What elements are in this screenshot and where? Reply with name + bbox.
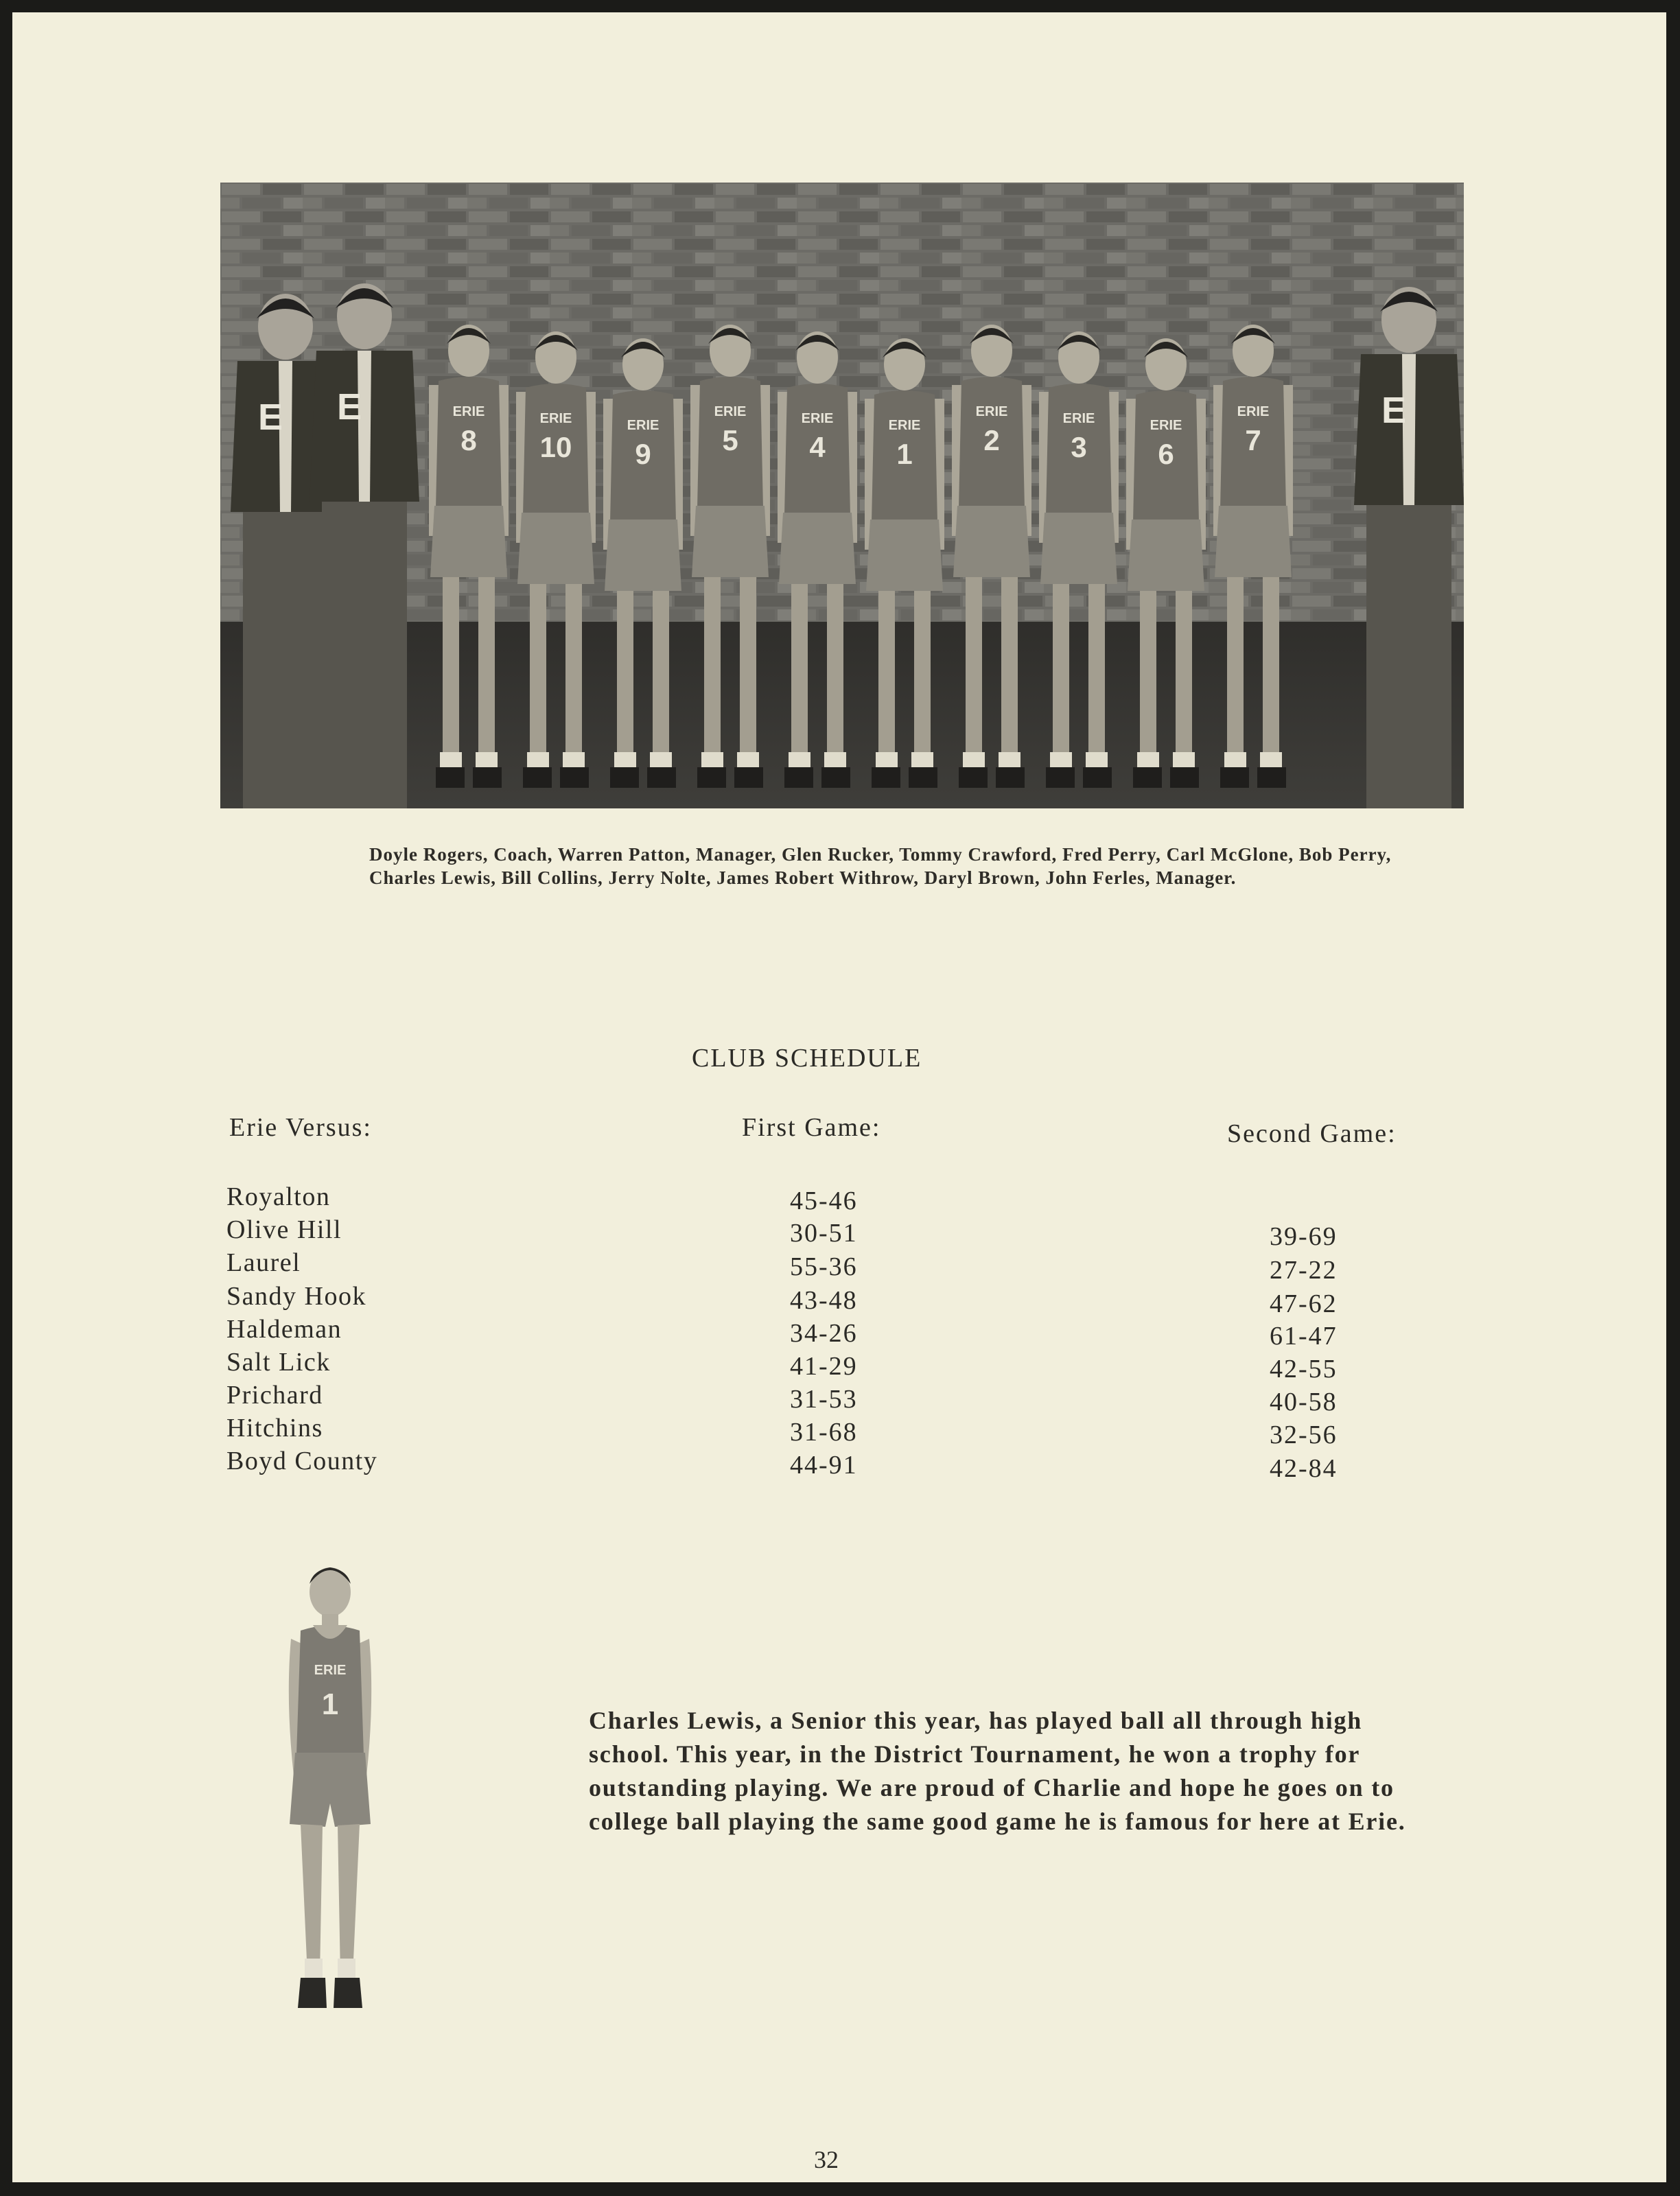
header-team: Erie Versus: [229,1113,372,1142]
jersey-word: ERIE [801,411,834,426]
manager-figure [1354,287,1464,808]
team-name: Boyd County [226,1447,378,1475]
jersey-number: 6 [1158,438,1174,470]
jersey-word: ERIE [1150,418,1182,433]
jacket-letter: E [1381,390,1407,431]
second-game-score: 27-22 [1270,1256,1338,1285]
team-name: Laurel [226,1248,301,1277]
yearbook-page [12,12,1666,2182]
player-shoe [298,1978,327,2008]
team-name: Hitchins [226,1414,323,1442]
first-game-score: 45-46 [790,1187,858,1215]
player-jersey-number: 1 [321,1687,339,1721]
schedule-title: CLUB SCHEDULE [692,1044,922,1073]
second-game-score: 39-69 [1270,1222,1338,1251]
second-game-score: 47-62 [1270,1289,1338,1318]
page-number: 32 [814,2146,839,2173]
first-game-score: 55-36 [790,1252,858,1281]
jersey-number: 10 [539,431,572,463]
jersey-number: 4 [809,431,826,463]
player-bio: Charles Lewis, a Senior this year, has played ball all through high school. This year, in the District Tournament, he won a trophy for outstanding playing. We are proud of Charlie and hope he goes on to college ball playing the same good game he is famous for here at Erie. [589,1707,1406,1835]
jersey-number: 7 [1245,424,1261,456]
team-name: Olive Hill [226,1215,342,1244]
first-game-score: 30-51 [790,1219,858,1248]
jersey-number: 1 [896,438,913,470]
team-name: Salt Lick [226,1348,331,1377]
first-game-score: 41-29 [790,1352,858,1381]
team-name: Prichard [226,1381,323,1410]
first-game-score: 44-91 [790,1451,858,1480]
jersey-word: ERIE [452,404,485,419]
player-photo [265,1550,395,2030]
team-name: Haldeman [226,1315,342,1344]
header-second-game: Second Game: [1227,1119,1397,1148]
jersey-number: 9 [635,438,651,470]
player-shoe [334,1978,362,2008]
first-game-score: 34-26 [790,1319,858,1348]
second-game-score: 32-56 [1270,1421,1338,1449]
second-game-score: 42-55 [1270,1355,1338,1383]
jersey-word: ERIE [1062,411,1095,426]
jersey-word: ERIE [539,411,572,426]
jersey-word: ERIE [975,404,1008,419]
second-game-score: 40-58 [1270,1388,1338,1416]
first-game-score: 31-53 [790,1385,858,1414]
jacket-letter: E [258,397,283,438]
jersey-word: ERIE [888,418,921,433]
header-first-game: First Game: [742,1113,881,1142]
coach-figure [310,283,419,808]
jersey-number: 2 [983,424,1000,456]
player-jersey-word: ERIE [314,1663,347,1678]
team-name: Royalton [226,1182,331,1211]
first-game-score: 43-48 [790,1286,858,1315]
jersey-number: 5 [722,424,738,456]
jersey-number: 3 [1071,431,1087,463]
photo-caption: Doyle Rogers, Coach, Warren Patton, Manager, Glen Rucker, Tommy Crawford, Fred Perry, Carl McGlone, Bob Perry, Charles Lewis, Bill Collins, Jerry Nolte, James Robert Withrow, Daryl Brown, John Ferles, Manager. [369,844,1392,888]
team-name: Sandy Hook [226,1282,366,1311]
team-photo [220,183,1464,808]
jersey-word: ERIE [627,418,660,433]
jersey-word: ERIE [714,404,747,419]
second-game-score: 42-84 [1270,1454,1338,1483]
jacket-letter: E [337,386,362,428]
jersey-number: 8 [460,424,477,456]
jersey-word: ERIE [1237,404,1270,419]
second-game-score: 61-47 [1270,1322,1338,1351]
first-game-score: 31-68 [790,1418,858,1447]
